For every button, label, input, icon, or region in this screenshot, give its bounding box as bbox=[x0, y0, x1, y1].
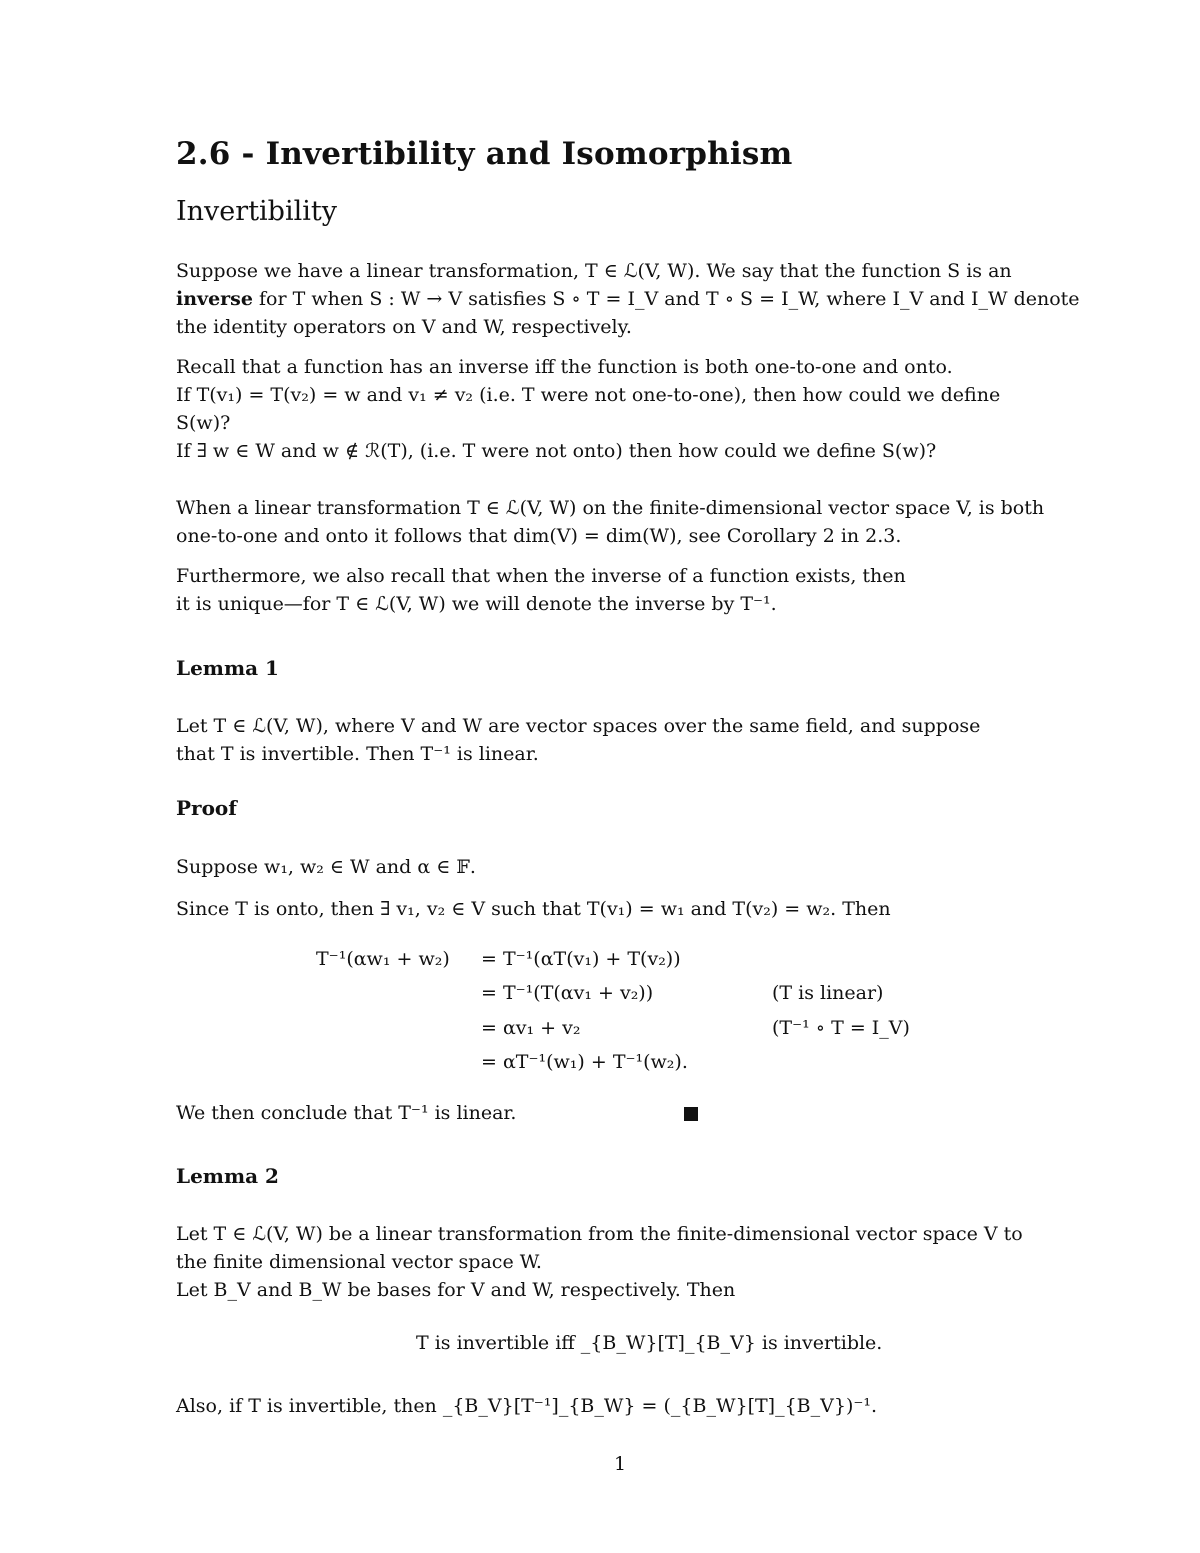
para3-line2: one-to-one and onto it follows that dim(V) = dim(W), see Corollary 2 in 2.3. bbox=[176, 525, 902, 547]
lemma1-heading: Lemma 1 bbox=[176, 656, 279, 680]
eq3-note: (T⁻¹ ∘ T = I_V) bbox=[772, 1017, 910, 1039]
proof-line1: Suppose w₁, w₂ ∈ W and α ∈ 𝔽. bbox=[176, 856, 476, 878]
para1-line2 bbox=[176, 285, 1080, 313]
eq4-rhs: = αT⁻¹(w₁) + T⁻¹(w₂). bbox=[481, 1051, 688, 1073]
inverse-term: inverse bbox=[176, 288, 253, 310]
page-title: 2.6 - Invertibility and Isomorphism bbox=[176, 136, 793, 172]
eq2-note: (T is linear) bbox=[772, 982, 884, 1004]
lemma2-heading: Lemma 2 bbox=[176, 1164, 279, 1188]
para2-line3: S(w)? bbox=[176, 412, 231, 434]
para4-line2: it is unique—for T ∈ ℒ(V, W) we will denote the inverse by T⁻¹. bbox=[176, 593, 777, 615]
eq1-lhs: T⁻¹(αw₁ + w₂) bbox=[316, 948, 450, 970]
proof-line2: Since T is onto, then ∃ v₁, v₂ ∈ V such that T(v₁) = w₁ and T(v₂) = w₂. Then bbox=[176, 898, 891, 920]
qed-square-icon bbox=[684, 1106, 698, 1125]
para2-line4: If ∃ w ∈ W and w ∉ ℛ(T), (i.e. T were not onto) then how could we define S(w)? bbox=[176, 440, 937, 462]
lemma1-line1: Let T ∈ ℒ(V, W), where V and W are vector spaces over the same field, and suppose bbox=[176, 715, 981, 737]
eq1-rhs: = T⁻¹(αT(v₁) + T(v₂)) bbox=[481, 948, 681, 970]
lemma1-line2: that T is invertible. Then T⁻¹ is linear. bbox=[176, 743, 539, 765]
lemma2-line2: the finite dimensional vector space W. bbox=[176, 1251, 542, 1273]
para1-line1: Suppose we have a linear transformation, T ∈ ℒ(V, W). We say that the function S is an bbox=[176, 260, 1012, 282]
lemma2-line1: Let T ∈ ℒ(V, W) be a linear transformation from the finite-dimensional vector space V to bbox=[176, 1223, 1023, 1245]
proof-conclusion: We then conclude that T⁻¹ is linear. bbox=[176, 1102, 517, 1124]
lemma2-also-line: Also, if T is invertible, then _{B_V}[T⁻¹]_{B_W} = (_{B_W}[T]_{B_V})⁻¹. bbox=[176, 1395, 878, 1417]
section-subtitle: Invertibility bbox=[176, 196, 337, 227]
lemma2-line3: Let B_V and B_W be bases for V and W, respectively. Then bbox=[176, 1279, 736, 1301]
para1-line2-rest: for T when S : W → V satisfies S ∘ T = I_V and T ∘ S = I_W, where I_V and I_W denote bbox=[252, 288, 1080, 310]
eq2-rhs: = T⁻¹(T(αv₁ + v₂)) bbox=[481, 982, 654, 1004]
lemma2-centered-statement: T is invertible iff _{B_W}[T]_{B_V} is invertible. bbox=[416, 1332, 883, 1354]
proof-heading: Proof bbox=[176, 796, 237, 820]
page-number: 1 bbox=[614, 1453, 627, 1475]
para3-line1: When a linear transformation T ∈ ℒ(V, W) on the finite-dimensional vector space V, is both bbox=[176, 497, 1045, 519]
para2-line2: If T(v₁) = T(v₂) = w and v₁ ≠ v₂ (i.e. T were not one-to-one), then how could we define bbox=[176, 384, 1001, 406]
para4-line1: Furthermore, we also recall that when the inverse of a function exists, then bbox=[176, 565, 906, 587]
para2-line1: Recall that a function has an inverse iff the function is both one-to-one and onto. bbox=[176, 356, 953, 378]
eq3-rhs: = αv₁ + v₂ bbox=[481, 1017, 581, 1039]
para1-line3: the identity operators on V and W, respectively. bbox=[176, 316, 632, 338]
